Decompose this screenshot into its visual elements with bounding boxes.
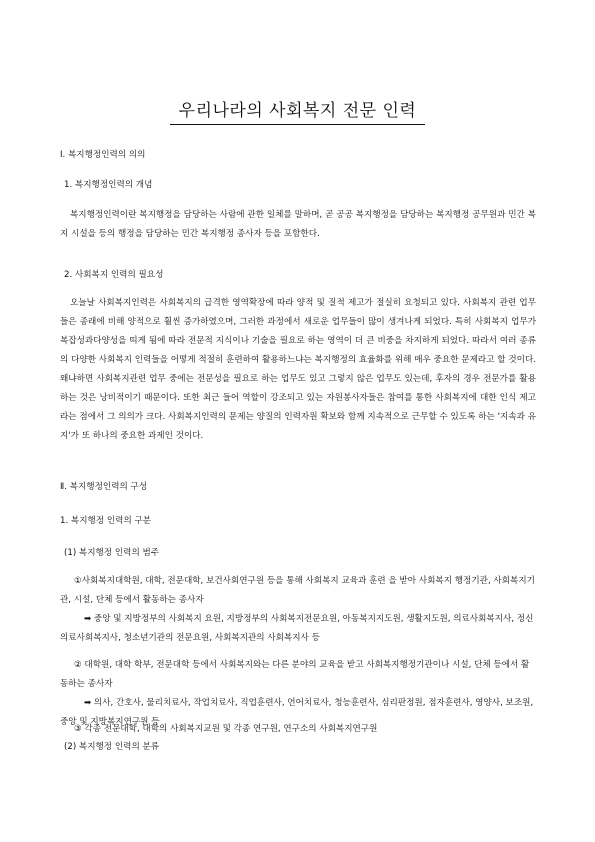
title-underline (170, 124, 425, 125)
range-item-2-detail: ➡ 의사, 간호사, 물리치료사, 작업치료사, 직업훈련사, 언어치료사, 청능훈련사, 심리판정원, 점자훈련사, 영양사, 보조원, 중앙 및 지방복지연구원 등 (60, 698, 534, 727)
section1-sub2-heading: 2. 사회복지 인력의 필요성 (64, 270, 164, 280)
section2-sub1-heading: 1. 복지행정 인력의 구분 (60, 516, 152, 526)
necessity-paragraph: 오늘날 사회복지인력은 사회복지의 급격한 영역확장에 따라 양적 및 질적 제고가 절실히 요청되고 있다. 사회복지 관련 업무들은 종래에 비해 양적으로 훨씬 증가하였으며, 그러한 과정에서 새로운 업무들이 많이 생겨나게 되었다. 특히 사회복지 업무가 복잡성과다양성을 띠게 됨에 따라 전문적 지식이나 기술을 필요로 하는 영역이 더 큰 비중을 차지하게 되었다. 따라서 여러 종류의 다양한 사회복지 인력들을 어떻게 적절히 훈련하여 활용하느냐는 복지행정의 효율화를 위해 매우 중요한 문제라고 할 것이다. 왜냐하면 사회복지관련 업무 중에는 전문성을 필요로 하는 업무도 있고 그렇지 않은 업무도 있는데, 후자의 경우 전문가를 활용하는 것은 낭비적이기 때문이다. 또한 최근 들어 역할이 강조되고 있는 자원봉사자들은 참여를 통한 사회복지에 대한 인식 제고라는 점에서 그 의의가 크다. 사회복지인력의 문제는 양질의 인력자원 확보와 함께 지속적으로 근무할 수 있도록 하는 '지속과 유지'가 또 하나의 중요한 과제인 것이다. (60, 298, 536, 441)
range-item-1: ①사회복지대학원, 대학, 전문대학, 보건사회연구원 등을 통해 사회복지 교육과 훈련 을 받아 사회복지 행정기관, 사회복지기관, 시설, 단체 등에서 활동하는 종사자 (60, 576, 535, 605)
section2-heading: Ⅱ. 복지행정인력의 구성 (60, 482, 148, 492)
range-item-2: ② 대학원, 대학 학부, 전문대학 등에서 사회복지와는 다른 분야의 교육을 받고 사회복지행정기관이나 시설, 단체 등에서 활동하는 종사자 (60, 660, 530, 689)
classification-heading: (2) 복지행정 인력의 분류 (64, 742, 160, 752)
concept-paragraph: 복지행정인력이란 복지행정을 담당하는 사람에 관한 일체를 말하며, 곧 공공 복지행정을 담당하는 복지행정 공무원과 민간 복지 시설을 등의 행정을 담당하는 민간 복지행정 종사자 등을 포함한다. (60, 210, 536, 239)
section1-heading: Ⅰ. 복지행정인력의 의의 (60, 150, 146, 160)
document-title: 우리나라의 사회복지 전문 인력 (178, 101, 417, 121)
range-heading: (1) 복지행정 인력의 범주 (64, 548, 160, 558)
section1-sub1-heading: 1. 복지행정인력의 개념 (64, 180, 153, 190)
range-item-3: ③ 각종 전문대학, 대학의 사회복지교원 및 각종 연구원, 연구소의 사회복지연구원 (74, 724, 378, 734)
range-item-1-detail: ➡ 중앙 및 지방정부의 사회복지 요원, 지방정부의 사회복지전문요원, 아동복지지도원, 생활지도원, 의료사회복지사, 정신의료사회복지사, 청소년기관의 전문요원, 사회복지관의 사회복지사 등 (60, 614, 534, 643)
